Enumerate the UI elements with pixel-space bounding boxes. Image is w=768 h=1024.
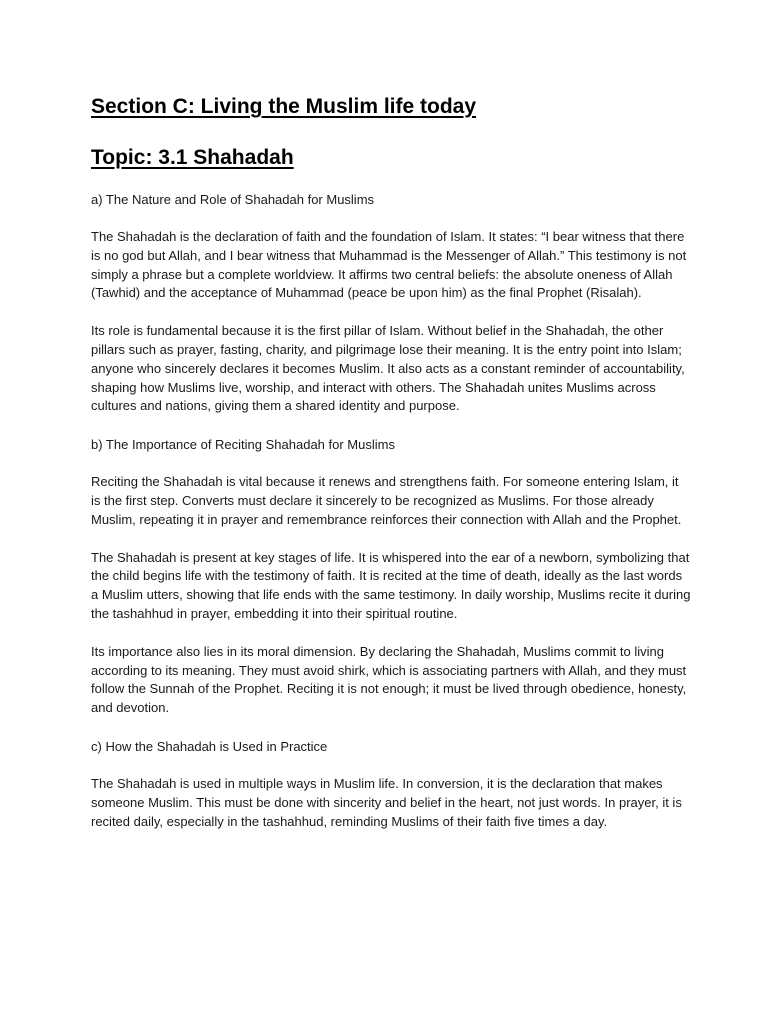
paragraph-b1: Reciting the Shahadah is vital because it renews and strengthens faith. For someone entering Islam, it is the first step. Converts must declare it sincerely to be recognized as Muslims. For those already Muslim, repeating it in prayer and remembrance reinforces their connection with Allah and the Prophet. <box>91 474 682 527</box>
paragraph-b3: Its importance also lies in its moral dimension. By declaring the Shahadah, Muslims commit to living according to its meaning. They must avoid shirk, which is associating partners with Allah, and they must follow the Sunnah of the Prophet. Reciting it is not enough; it must be lived through obedience, honesty, and devotion. <box>91 643 687 716</box>
paragraph-b2: The Shahadah is present at key stages of life. It is whispered into the ear of a newborn, symbolizing that the child begins life with the testimony of faith. It is recited at the time of death, ideally as the last words a Muslim utters, showing that life ends with the same testimony. In daily worship, Muslims recite it during the tashahhud in prayer, embedding it into their spiritual routine. <box>91 549 691 621</box>
section-heading: Section C: Living the Muslim life today <box>91 95 477 118</box>
subheading-b: b) The Importance of Reciting Shahadah for Muslims <box>91 437 395 453</box>
topic-heading: Topic: 3.1 Shahadah <box>91 146 294 169</box>
subheading-c: c) How the Shahadah is Used in Practice <box>91 738 328 754</box>
document-body <box>91 93 691 850</box>
paragraph-a1: The Shahadah is the declaration of faith and the foundation of Islam. It states: “I bear witness that there is no god but Allah, and I bear witness that Muhammad is the Messenger of Allah.” This testimony is not simply a phrase but a complete worldview. It affirms two central beliefs: the absolute oneness of Allah (Tawhid) and the acceptance of Muhammad (peace be upon him) as the final Prophet (Risalah). <box>91 229 687 301</box>
subheading-a: a) The Nature and Role of Shahadah for Muslims <box>91 192 375 207</box>
paragraph-a2: Its role is fundamental because it is the first pillar of Islam. Without belief in the Shahadah, the other pillars such as prayer, fasting, charity, and pilgrimage lose their meaning. It is the entry point into Islam; anyone who sincerely declares it becomes Muslim. It also acts as a constant reminder of accountability, shaping how Muslims live, worship, and interact with others. The Shahadah unites Muslims across cultures and nations, giving them a shared identity and purpose. <box>91 323 685 414</box>
paragraph-c1: The Shahadah is used in multiple ways in Muslim life. In conversion, it is the declaration that makes someone Muslim. This must be done with sincerity and belief in the heart, not just words. In prayer, it is recited daily, especially in the tashahhud, reminding Muslims of their faith five times a day. <box>91 775 682 829</box>
